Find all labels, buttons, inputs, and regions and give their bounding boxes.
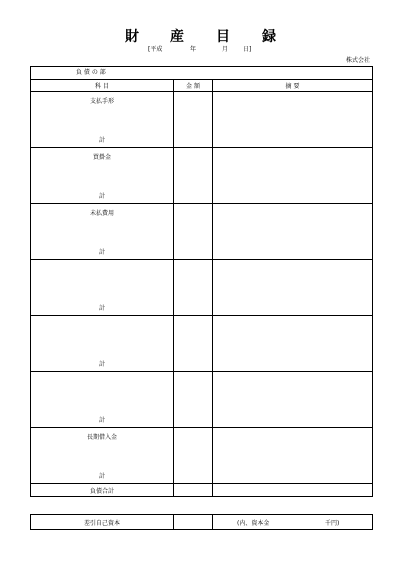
item-cell[interactable] — [31, 428, 174, 484]
subtotal-label: 計 — [98, 137, 105, 144]
date-day: 日] — [243, 46, 252, 53]
group-label: 長期借入金 — [86, 434, 117, 441]
group-label: 未払費用 — [89, 210, 114, 217]
col-header-amount: 金 額 — [174, 80, 213, 92]
net-assets-row — [31, 515, 373, 530]
capital-note-prefix: (内、資本金 — [237, 520, 270, 527]
date-year: 年 — [190, 46, 197, 53]
amount-cell[interactable] — [174, 316, 213, 372]
total-label: 負債合計 — [31, 484, 174, 497]
amount-cell[interactable] — [174, 204, 213, 260]
liability-group-4 — [31, 260, 373, 316]
date-era: [平成 — [148, 46, 163, 53]
net-assets-label: 差引自己資本 — [31, 515, 174, 530]
date-line — [0, 45, 400, 55]
item-cell[interactable] — [31, 92, 174, 148]
amount-cell[interactable] — [174, 260, 213, 316]
item-cell[interactable] — [31, 148, 174, 204]
amount-cell[interactable] — [174, 92, 213, 148]
total-remarks-cell[interactable] — [213, 484, 373, 497]
liability-group-7 — [31, 428, 373, 484]
remarks-cell[interactable] — [213, 372, 373, 428]
remarks-cell[interactable] — [213, 260, 373, 316]
amount-cell[interactable] — [174, 372, 213, 428]
liability-group-3 — [31, 204, 373, 260]
remarks-cell[interactable] — [213, 316, 373, 372]
remarks-cell[interactable] — [213, 92, 373, 148]
liability-group-5 — [31, 316, 373, 372]
subtotal-label: 計 — [98, 305, 105, 312]
section-header-row — [31, 67, 373, 80]
liability-group-1 — [31, 92, 373, 148]
group-label: 支払手形 — [89, 98, 114, 105]
column-header-row — [31, 80, 373, 92]
subtotal-label: 計 — [98, 193, 105, 200]
section-label: 負 債 の 部 — [76, 69, 106, 76]
item-cell[interactable] — [31, 204, 174, 260]
remarks-cell[interactable] — [213, 428, 373, 484]
capital-note-cell[interactable] — [213, 515, 373, 530]
title-char-3: 目 — [216, 29, 230, 45]
item-cell[interactable] — [31, 260, 174, 316]
group-label: 買掛金 — [92, 154, 111, 161]
title-char-1: 財 — [125, 29, 139, 45]
document-title — [0, 28, 400, 46]
amount-cell[interactable] — [174, 148, 213, 204]
total-amount-cell[interactable] — [174, 484, 213, 497]
col-header-item: 科 目 — [31, 80, 174, 92]
subtotal-label: 計 — [98, 361, 105, 368]
liabilities-table — [30, 66, 373, 497]
capital-note-suffix: 千円) — [325, 520, 340, 527]
liability-group-6 — [31, 372, 373, 428]
subtotal-label: 計 — [98, 417, 105, 424]
net-assets-table — [30, 514, 373, 530]
col-header-remarks: 摘 要 — [213, 80, 373, 92]
item-cell[interactable] — [31, 372, 174, 428]
net-assets-amount-cell[interactable] — [174, 515, 213, 530]
subtotal-label: 計 — [98, 473, 105, 480]
remarks-cell[interactable] — [213, 148, 373, 204]
company-name: 株式会社 — [345, 57, 370, 64]
remarks-cell[interactable] — [213, 204, 373, 260]
amount-cell[interactable] — [174, 428, 213, 484]
item-cell[interactable] — [31, 316, 174, 372]
liability-group-2 — [31, 148, 373, 204]
date-month: 月 — [222, 46, 229, 53]
title-char-4: 録 — [262, 29, 276, 45]
subtotal-label: 計 — [98, 249, 105, 256]
total-row — [31, 484, 373, 497]
title-char-2: 産 — [170, 29, 184, 45]
